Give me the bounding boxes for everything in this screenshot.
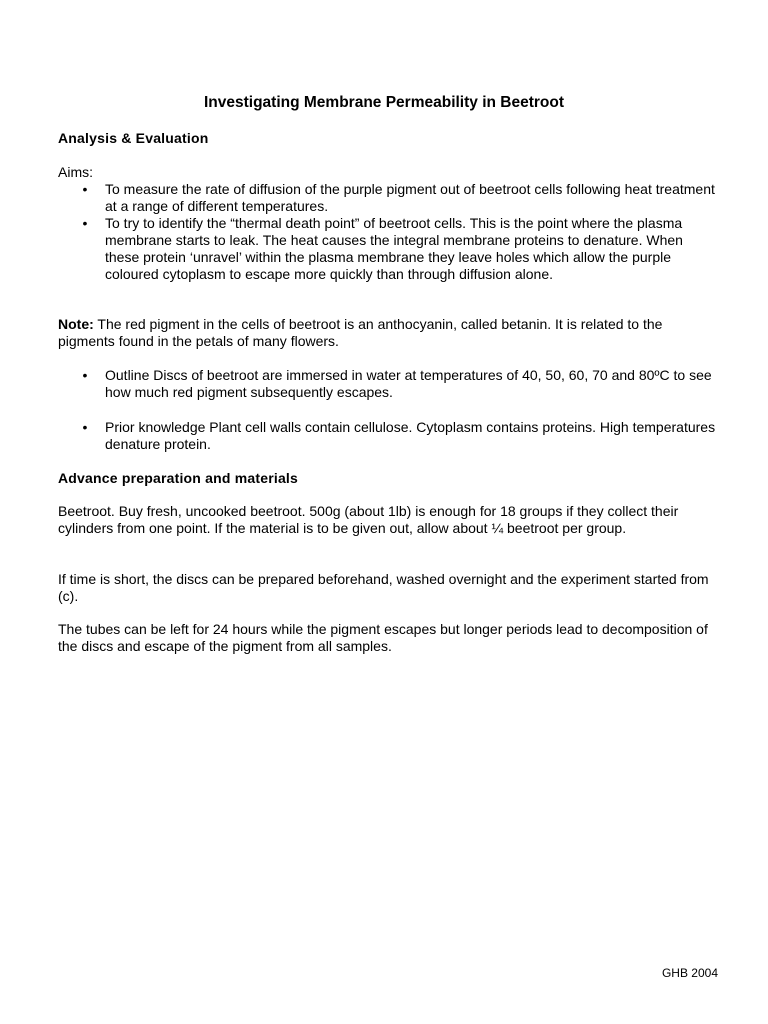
aims-item xyxy=(58,215,718,283)
bullet-icon: • xyxy=(82,181,88,197)
prior-knowledge-list xyxy=(58,419,718,453)
aims-label: Aims: xyxy=(58,164,93,180)
aims-list xyxy=(58,181,718,283)
prior-knowledge-item xyxy=(58,419,718,453)
outline-item xyxy=(58,367,718,401)
tubes-paragraph: The tubes can be left for 24 hours while the pigment escapes but longer periods lead to decomposition of the discs and escape of the pigment from all samples. xyxy=(58,621,708,654)
aims-item-text: To measure the rate of diffusion of the purple pigment out of beetroot cells following heat treatment at a range of different temperatures. xyxy=(105,181,715,214)
bullet-icon: • xyxy=(82,419,88,435)
beetroot-paragraph: Beetroot. Buy fresh, uncooked beetroot. 500g (about 1lb) is enough for 18 groups if they collect their cylinders from one point. If the material is to be given out, allow about ¼ beetroot per group. xyxy=(58,503,679,536)
analysis-heading: Analysis & Evaluation xyxy=(58,130,209,146)
note-paragraph xyxy=(58,316,718,350)
advance-preparation-heading: Advance preparation and materials xyxy=(58,470,299,486)
document-title: Investigating Membrane Permeability in Beetroot xyxy=(203,94,565,111)
outline-list xyxy=(58,367,718,401)
aims-item xyxy=(58,181,718,215)
note-text: The red pigment in the cells of beetroot is an anthocyanin, called betanin. It is related to the pigments found in the petals of many flowers. xyxy=(58,316,663,349)
note-label: Note: xyxy=(58,316,94,332)
prior-knowledge-text: Prior knowledge Plant cell walls contain cellulose. Cytoplasm contains proteins. High temperatures denature protein. xyxy=(105,419,716,452)
bullet-icon: • xyxy=(82,215,88,231)
outline-text: Outline Discs of beetroot are immersed in water at temperatures of 40, 50, 60, 70 and 80ºC to see how much red pigment subsequently escapes. xyxy=(105,367,712,400)
footer-text: GHB 2004 xyxy=(661,966,718,980)
document-page xyxy=(58,0,718,1024)
aims-item-text: To try to identify the “thermal death point” of beetroot cells. This is the point where the plasma membrane starts to leak. The heat causes the integral membrane proteins to denature. When these protein ‘unravel’ within the plasma membrane they leave holes which allow the purple coloured cytoplasm to escape more quickly than through diffusion alone. xyxy=(105,215,683,282)
bullet-icon: • xyxy=(82,367,88,383)
time-short-paragraph: If time is short, the discs can be prepared beforehand, washed overnight and the experiment started from (c). xyxy=(58,571,709,604)
